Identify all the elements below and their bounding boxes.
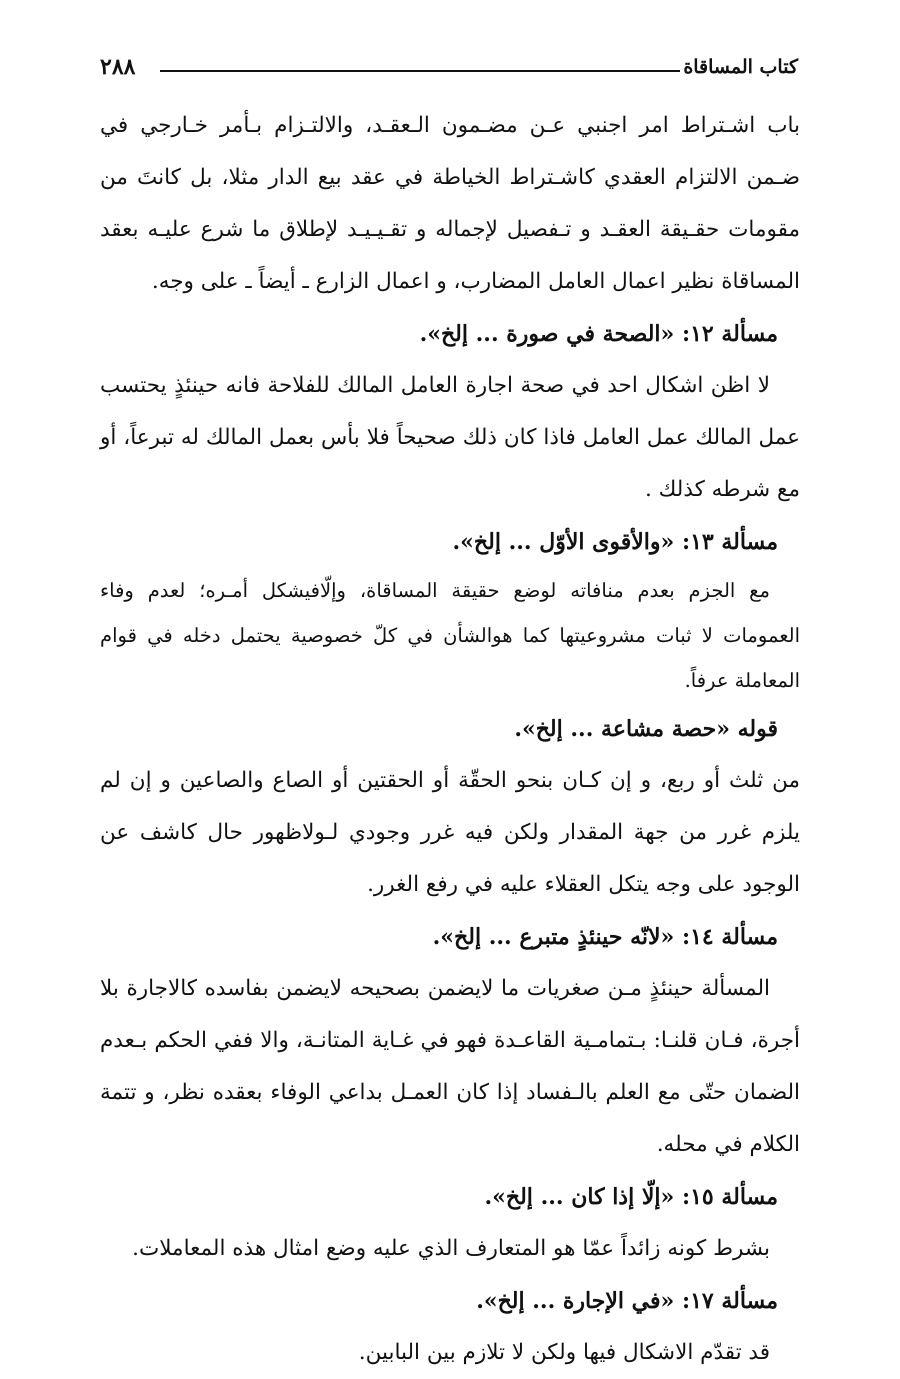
issue-heading: مسألة ١٤: «لانّه حينئذٍ متبرع ... إلخ». (432, 924, 778, 950)
issue-heading: قوله «حصة مشاعة ... إلخ». (514, 716, 778, 742)
paragraph: باب اشـتراط امر اجنبي عـن مضـمون الـعقـد، والالتـزام بـأمر خـارجي في ضـمن الالتزام العقدي كاشـتراط الخياطة في عقد بيع الدار مثلا، بل كانتَ من مقومات حقـيقة العقـد و تـفصيل لإجماله و تقـيـيـد لإطلاق ما شرع عليـه بعقد المساقاة نظير اعمال العامل المضارب، و اعمال الزارع ـ أيضاً ـ على وجه. (100, 113, 800, 294)
paragraph: لا اظن اشكال احد في صحة اجارة العامل المالك للفلاحة فانه حينئذٍ يحتسب عمل المالك عمل العامل فاذا كان ذلك صحيحاً فلا بأس بعمل المالك له تبرعاً، أو مع شرطه كذلك . (100, 373, 800, 502)
page-header (100, 52, 798, 86)
page-body (100, 100, 800, 1379)
page-number: ٢٨٨ (100, 54, 136, 80)
issue-heading: مسألة ١٢: «الصحة في صورة ... إلخ». (419, 321, 778, 347)
issue-heading: مسألة ١٣: «والأقوى الأوّل ... إلخ». (452, 529, 778, 555)
paragraph: المسألة حينئذٍ مـن صغريات ما لايضمن بصحيحه لايضمن بفاسده كالاجارة بلا أجرة، فـان قلنـا: بـتمامـية القاعـدة فهو في غـاية المتانـة، والا ففي الحكم بـعدم الضمان حتّى مع العلم بالـفساد إذا كان العمـل بداعي الوفاء بعقده نظر، و تتمة الكلام في محله. (100, 976, 800, 1157)
issue-heading: مسألة ١٧: «في الإجارة ... إلخ». (476, 1288, 778, 1314)
book-title: كتاب المساقاة (683, 56, 798, 78)
issue-heading: مسألة ١٥: «إلّا إذا كان ... إلخ». (484, 1184, 778, 1210)
header-rule (160, 70, 680, 72)
paragraph: مع الجزم بعدم منافاته لوضع حقيقة المساقاة، وإلّافيشكل أمـره؛ لعدم وفاء العمومات لا ثبات مشروعيتها كما هوالشأن في كلّ خصوصية يحتمل دخله في قوام المعاملة عرفاً. (100, 579, 800, 692)
paragraph: بشرط كونه زائداً عمّا هو المتعارف الذي عليه وضع امثال هذه المعاملات. (132, 1236, 770, 1261)
paragraph: قد تقدّم الاشكال فيها ولكن لا تلازم بين البابين. (358, 1340, 770, 1365)
paragraph: من ثلث أو ربع، و إن كـان بنحو الحقّة أو الحقتين أو الصاع والصاعين و إن لم يلزم غرر من جهة المقدار ولكن فيه غرر وجودي لـولاظهور حال كاشف عن الوجود على وجه يتكل العقلاء عليه في رفع الغرر. (100, 768, 800, 897)
